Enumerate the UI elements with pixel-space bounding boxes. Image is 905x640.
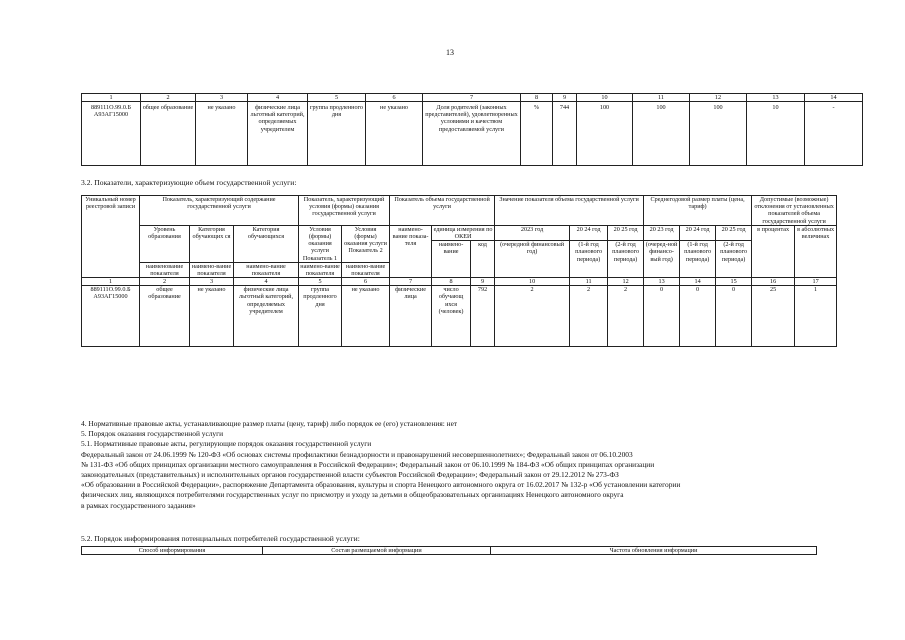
header-price-year-3: 20 25 год	[716, 225, 752, 240]
cell: не указано	[342, 286, 390, 347]
header-content-indicator: Показатель, характеризующий содержание государственной услуги	[140, 196, 299, 226]
section-5-1: 5.1. Нормативные правовые акты, регулирующие порядок оказания государственной услуги	[81, 439, 372, 449]
col-num: 9	[553, 94, 577, 102]
cell: %	[521, 102, 553, 166]
col-num: 3	[196, 94, 248, 102]
cell: физические лица	[390, 286, 432, 347]
header-indicator-name: наимено-вание показателя	[300, 262, 340, 278]
law-line: в рамках государственного задания»	[81, 500, 196, 510]
section-4: 4. Нормативные правовые акты, устанавливающие размер платы (цену, тариф) либо порядок ее (его) установления: нет	[81, 419, 458, 428]
header-method: Способ информирования	[82, 547, 263, 555]
col-num: 14	[805, 94, 863, 102]
information-table	[81, 546, 817, 555]
header-conditions-indicator: Показатель, характеризующий условия (формы) оказания государственной услуги	[299, 196, 390, 226]
law-line: физических лиц, являющихся потребителями государственных услуг по присмотру и уходу за детьми в общеобразовательных организациях Ненецкого автономного округа	[81, 490, 624, 500]
header-year-3-sub: (2-й год планового периода)	[608, 241, 644, 278]
col-num: 7	[390, 278, 432, 286]
header-frequency: Частота обновления информации	[491, 547, 817, 555]
col-num: 10	[495, 278, 570, 286]
col-num: 15	[716, 278, 752, 286]
cell: 100	[577, 102, 633, 166]
cell: 744	[553, 102, 577, 166]
col-num: 4	[248, 94, 308, 102]
law-line: № 131-ФЗ «Об общих принципах организации местного самоуправления в Российской Федерации»; Федеральный закон от 06.10.1999 № 184-ФЗ «Об общих принципах организации	[81, 459, 655, 469]
section-3-2-heading: 3.2. Показатели, характеризующие объем государственной услуги:	[81, 178, 297, 187]
header-indicator-name: наимено-вание показателя	[234, 262, 299, 277]
header-year-1: 2023 год	[495, 225, 570, 240]
cell: 100	[690, 102, 747, 166]
cell: физические лица льготный категорий, определяемых учредителем	[248, 102, 308, 166]
cell: 1	[795, 286, 837, 347]
col-num: 12	[690, 94, 747, 102]
cell: 0	[644, 286, 680, 347]
col-num: 10	[577, 94, 633, 102]
cell-registry-number: 889111О.99.0.Б А93АГ15000	[82, 102, 141, 166]
col-num: 8	[432, 278, 471, 286]
header-condition-2: Условия (формы) оказания услуги Показатель 2	[342, 225, 390, 262]
header-student-category: Категория обучающихся	[234, 225, 299, 262]
cell: 0	[680, 286, 716, 347]
col-num: 11	[633, 94, 690, 102]
col-num: 1	[82, 278, 140, 286]
header-year-3: 20 25 год	[608, 225, 644, 240]
header-price-year-2: 20 24 год	[680, 225, 716, 240]
col-num: 6	[366, 94, 423, 102]
header-student-category: Категория обучающих ся	[190, 225, 234, 262]
col-num: 8	[521, 94, 553, 102]
col-num: 11	[570, 278, 608, 286]
cell: общее образование	[140, 286, 190, 347]
col-num: 12	[608, 278, 644, 286]
cell: 0	[716, 286, 752, 347]
header-price-year-1-sub: (очеред-ной финансо-вый год)	[644, 241, 680, 278]
header-price-year-1: 20 23 год	[644, 225, 680, 240]
section-5: 5. Порядок оказания государственной услуги	[81, 429, 224, 439]
cell: 792	[471, 286, 495, 347]
cell: Доля родителей (законных представителей), удовлетворенных условиями и качеством предоставляемой услуги	[423, 102, 521, 166]
cell: число обучающ ихся (человек)	[432, 286, 471, 347]
header-indicator-name: наимено-вание показателя	[190, 262, 234, 277]
header-indicator-name: наимено-вание показателя	[342, 262, 390, 277]
column-numbers-row	[82, 94, 863, 102]
cell: 10	[747, 102, 805, 166]
col-num: 16	[752, 278, 795, 286]
page-number: 13	[446, 48, 454, 57]
col-num: 5	[299, 278, 342, 286]
cell: не указано	[366, 102, 423, 166]
table-row	[82, 102, 863, 166]
header-education-level: Уровень образования	[140, 225, 190, 262]
col-num: 13	[644, 278, 680, 286]
cell: не указано	[196, 102, 248, 166]
header-volume-indicator: Показатель объема государственной услуги	[390, 196, 495, 226]
header-unit-code: код	[471, 241, 495, 278]
legal-text	[81, 419, 781, 511]
table-row	[82, 286, 837, 347]
col-num: 1	[82, 94, 141, 102]
law-line: Федеральный закон от 24.06.1999 № 120-ФЗ «Об основах системы профилактики безнадзорности и правонарушений несовершеннолетних»; Федеральный закон от 06.10.2003	[81, 449, 633, 459]
header-average-price: Среднегодовой размер платы (цена, тариф)	[644, 196, 752, 226]
col-num: 5	[308, 94, 366, 102]
col-num: 9	[471, 278, 495, 286]
cell: 2	[570, 286, 608, 347]
cell: группа продленного дня	[308, 102, 366, 166]
col-num: 17	[795, 278, 837, 286]
cell: общее образование	[141, 102, 196, 166]
column-numbers-row	[82, 278, 837, 286]
quality-table	[81, 93, 863, 166]
header-year-2: 20 24 год	[570, 225, 608, 240]
volume-table	[81, 195, 837, 347]
col-num: 3	[190, 278, 234, 286]
col-num: 2	[141, 94, 196, 102]
section-5-2-heading: 5.2. Порядок информирования потенциальных потребителей государственной услуги:	[81, 534, 360, 543]
col-num: 7	[423, 94, 521, 102]
header-price-year-2-sub: (1-й год планового периода)	[680, 241, 716, 278]
law-line: «Об образовании в Российской Федерации», распоряжение Департамента образования, культуры и спорта Ненецкого автономного округа от 16.02.2017 № 132-р «Об установлении категории	[81, 480, 681, 490]
header-year-2-sub: (1-й год планового периода)	[570, 241, 608, 278]
cell: -	[805, 102, 863, 166]
law-line: законодательных (представительных) и исполнительных органов государственной власти субъектов Российской Федерации»; Федеральный закон от 29.12.2012 № 273-ФЗ	[81, 470, 619, 480]
cell: 2	[495, 286, 570, 347]
col-num: 6	[342, 278, 390, 286]
col-num: 13	[747, 94, 805, 102]
cell: физические лица льготный категорий, определяемых учредителем	[234, 286, 299, 347]
cell: 25	[752, 286, 795, 347]
header-unit: единица измерения по ОКЕИ	[432, 225, 495, 240]
header-volume-value: Значение показателя объема государственной услуги	[495, 196, 644, 226]
cell-registry-number: 889111О.99.0.Б А93АГ15000	[82, 286, 140, 347]
col-num: 2	[140, 278, 190, 286]
cell: 100	[633, 102, 690, 166]
col-num: 14	[680, 278, 716, 286]
col-num: 4	[234, 278, 299, 286]
header-unique-number: Уникальный номер реестровой записи	[82, 196, 140, 278]
header-unit-name: наимено-вание	[432, 241, 471, 278]
header-allowed-deviations: Допустимые (возможные) отклонения от установленных показателей объема государственной услуги	[752, 196, 837, 226]
header-price-year-3-sub: (2-й год планового периода)	[716, 241, 752, 278]
header-year-1-sub: (очередной финансовый год)	[495, 241, 570, 278]
header-content: Состав размещаемой информации	[263, 547, 491, 555]
header-condition-1: Условия (формы) оказания услуги Показатель 1	[299, 225, 342, 262]
cell: не указано	[190, 286, 234, 347]
header-volume-name: наимено-вание показа-теля	[390, 225, 432, 277]
header-indicator-name: наименование показателя	[140, 262, 190, 277]
header-percent: в процентах	[752, 225, 795, 277]
cell: 2	[608, 286, 644, 347]
header-absolute: в абсолютных величинах	[795, 225, 837, 277]
cell: группа продленного дня	[299, 286, 342, 347]
